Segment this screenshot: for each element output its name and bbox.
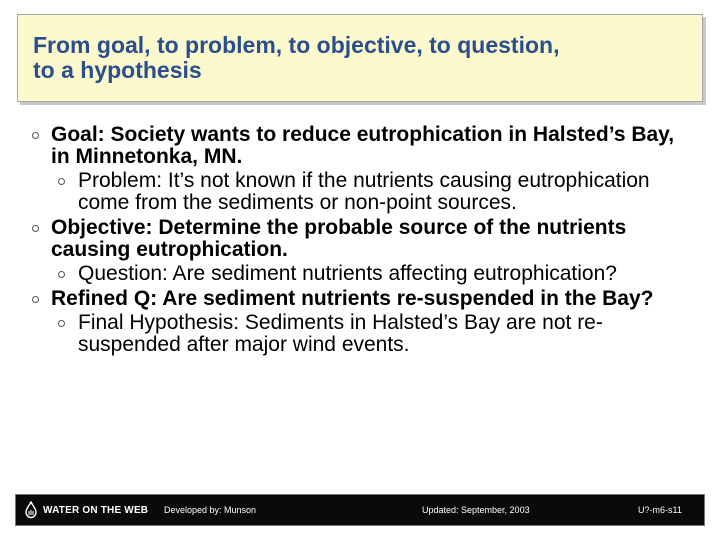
- bullet-text: Final Hypothesis: Sediments in Halsted’s Bay are not re-suspended after major wind events.: [78, 311, 603, 356]
- slide-title: [33, 33, 559, 83]
- bullet-refined-question: [32, 288, 692, 310]
- slide-title-line-1: From goal, to problem, to objective, to question,: [33, 32, 560, 58]
- footer-bar: [16, 495, 704, 525]
- title-box: [17, 14, 703, 102]
- bullet-dot-icon: [58, 178, 65, 185]
- bullet-problem: [32, 170, 692, 214]
- bullet-dot-icon: [58, 320, 65, 327]
- bullet-text: Problem: It’s not known if the nutrients causing eutrophication come from the sediments or non-point sources.: [78, 169, 650, 214]
- bullet-dot-icon: [32, 296, 39, 303]
- bullet-goal: [32, 124, 692, 168]
- bullet-question: [32, 263, 692, 285]
- bullet-list: [32, 124, 692, 356]
- bullet-text: Goal: Society wants to reduce eutrophication in Halsted’s Bay, in Minnetonka, MN.: [51, 123, 675, 168]
- bullet-dot-icon: [32, 132, 39, 139]
- bullet-objective: [32, 217, 692, 261]
- logo-text: WATER ON THE WEB: [43, 504, 149, 516]
- bullet-text: Refined Q: Are sediment nutrients re-suspended in the Bay?: [51, 287, 654, 310]
- bullet-text: Question: Are sediment nutrients affecting eutrophication?: [78, 262, 617, 285]
- water-drop-hand-icon: [24, 501, 38, 519]
- bullet-dot-icon: [58, 271, 65, 278]
- bullet-text: Objective: Determine the probable source of the nutrients causing eutrophication.: [51, 216, 627, 261]
- slide-title-line-2: to a hypothesis: [33, 57, 202, 83]
- water-on-the-web-logo: [24, 501, 148, 519]
- slide-code-text: U?-m6-s11: [638, 505, 682, 515]
- bullet-final-hypothesis: [32, 312, 692, 356]
- updated-text: Updated: September, 2003: [422, 505, 530, 515]
- bullet-dot-icon: [32, 225, 39, 232]
- developed-by-text: Developed by: Munson: [164, 505, 257, 515]
